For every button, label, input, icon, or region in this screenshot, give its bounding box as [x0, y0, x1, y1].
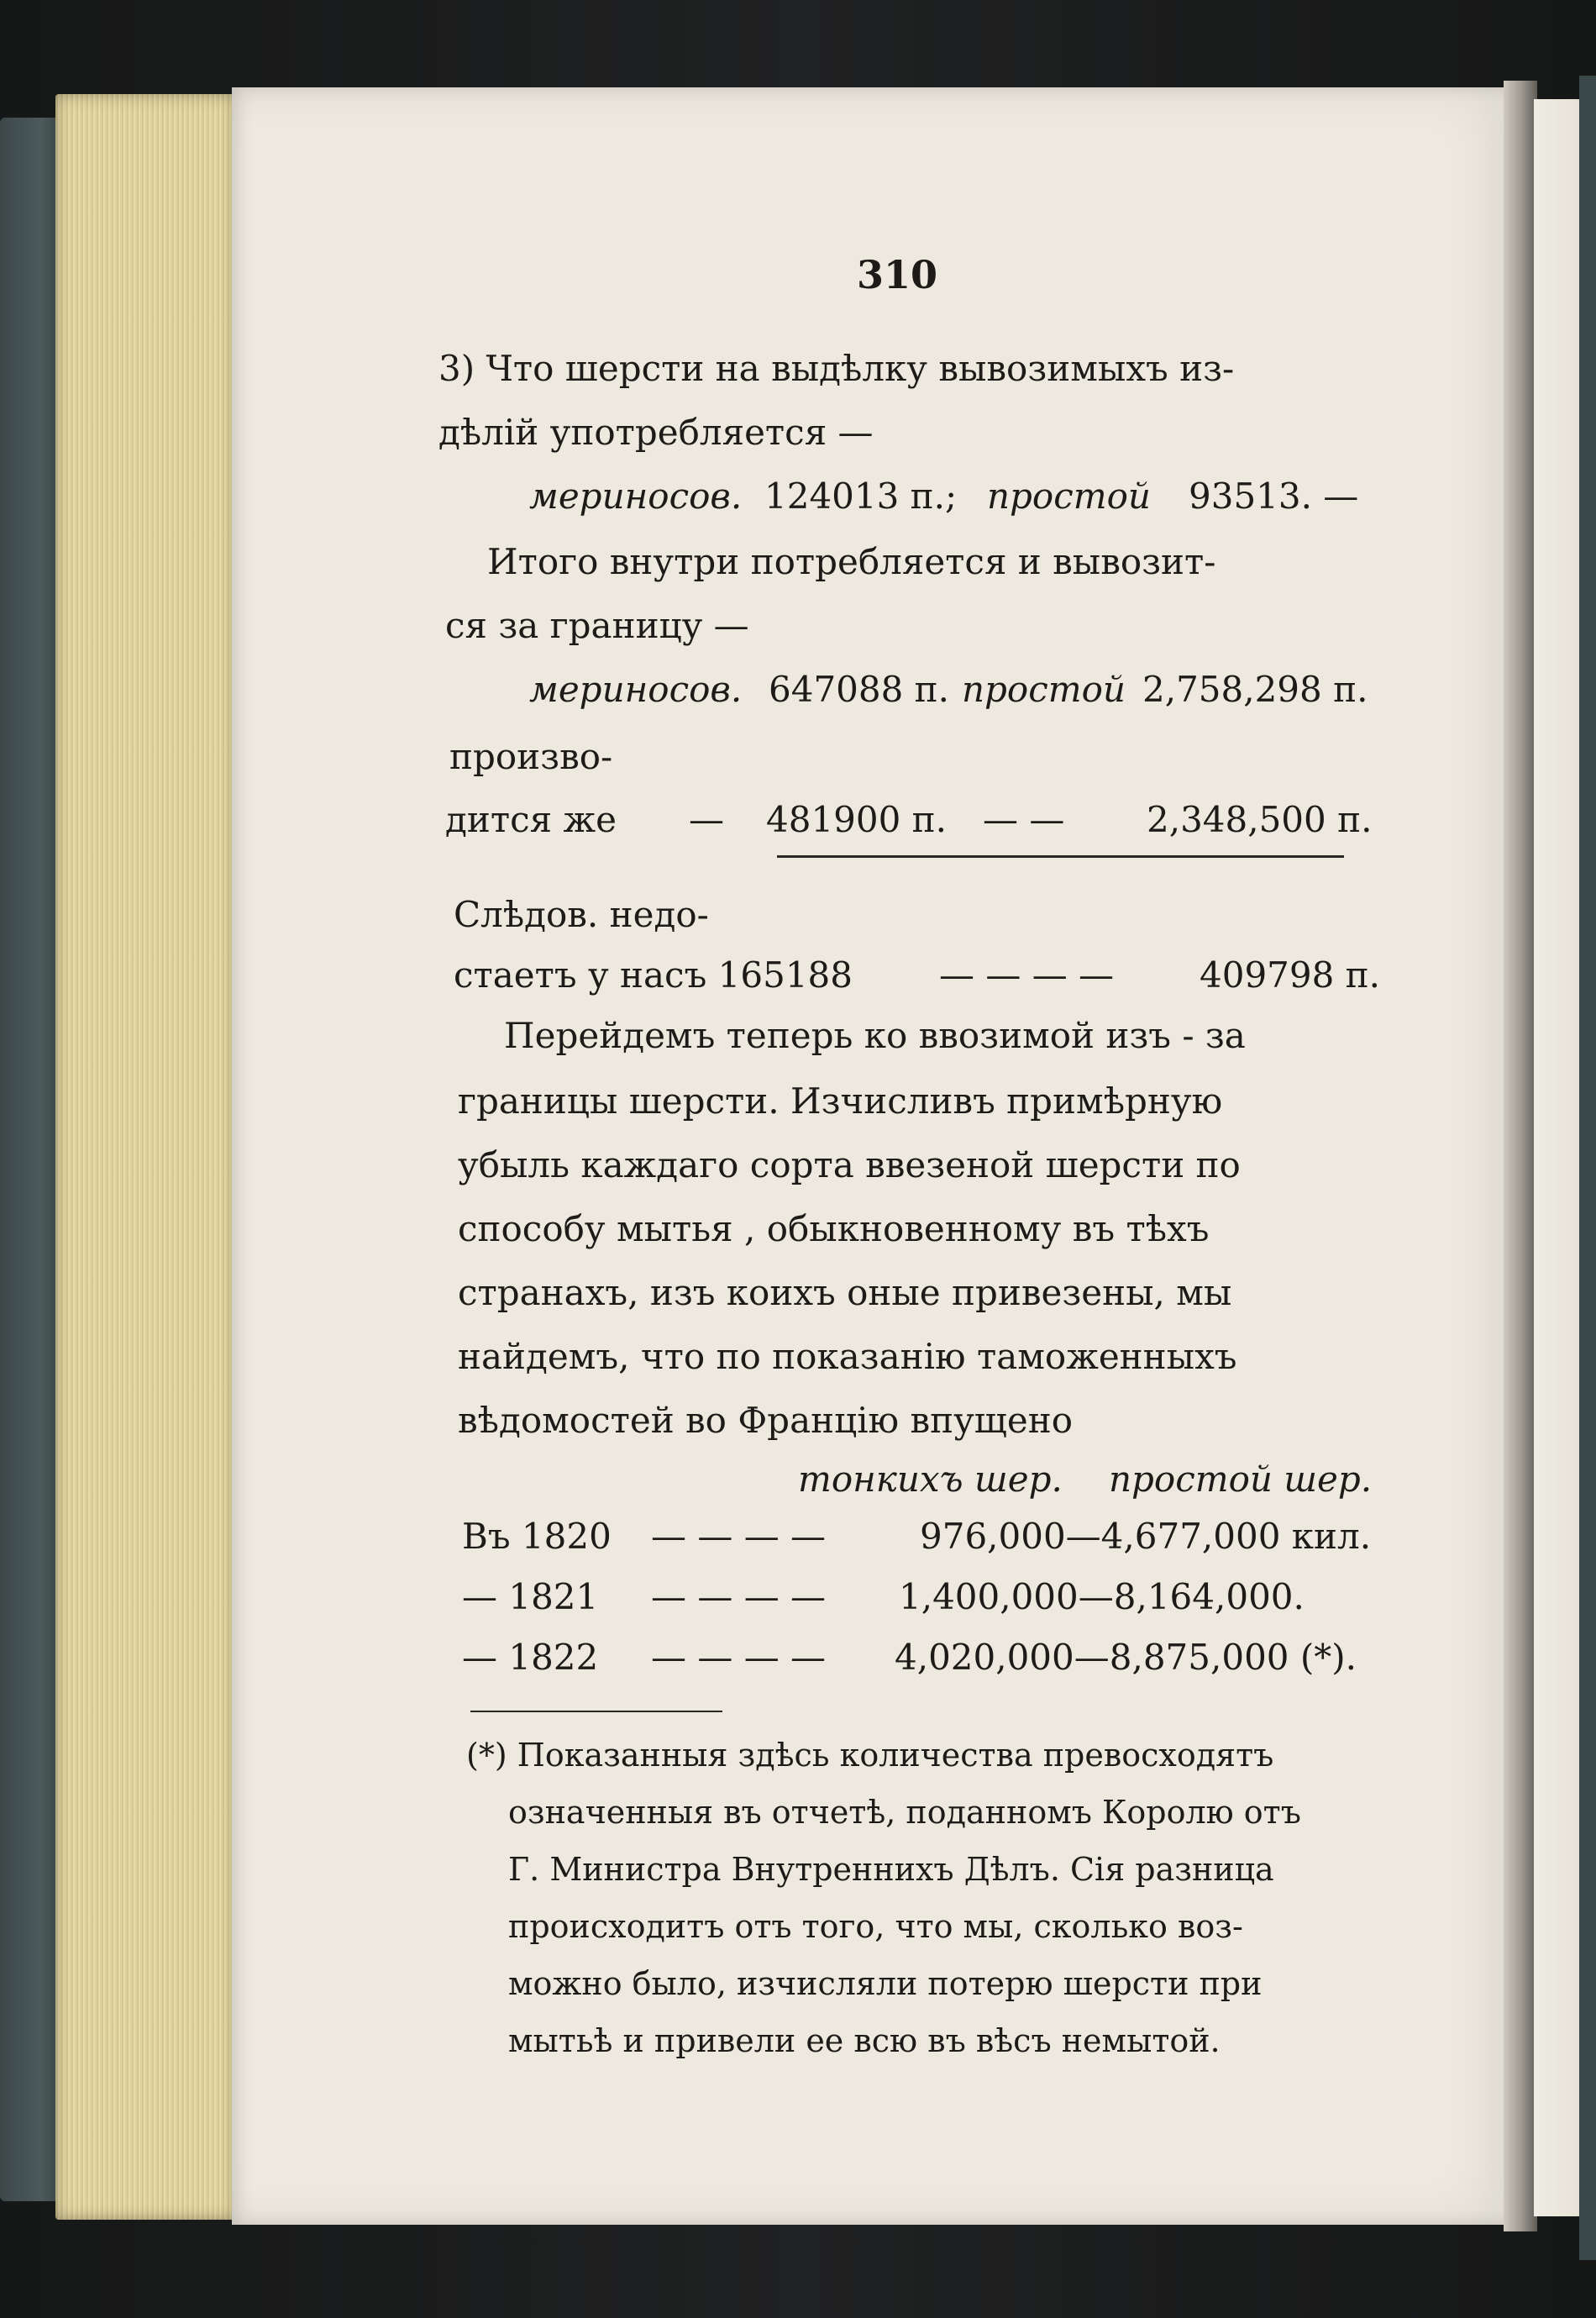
footnote-rule: [470, 1711, 722, 1712]
text-line: странахъ, изъ коихъ оные привезены, мы: [458, 1272, 1232, 1313]
footnote-line: (*) Показанныя здѣсь количества превосходятъ: [466, 1737, 1274, 1774]
text-line: способу мытья , обыкновенному въ тѣхъ: [458, 1208, 1210, 1249]
facing-page-edge: [1534, 99, 1584, 2216]
footnote-line: означенныя въ отчетѣ, поданномъ Королю отъ: [508, 1794, 1301, 1831]
table-row-values: 1,400,000—8,164,000.: [899, 1576, 1305, 1617]
footnote-line: мытьѣ и привели ее всю въ вѣсъ немытой.: [508, 2022, 1221, 2059]
text-line: Слѣдов. недо-: [454, 894, 709, 935]
book-gutter: [1504, 81, 1537, 2231]
text-line: Перейдемъ теперь ко ввозимой изъ - за: [504, 1015, 1246, 1056]
text-line: 3) Что шерсти на выдѣлку вывозимыхъ из-: [438, 348, 1235, 389]
text-line: простой: [962, 669, 1126, 710]
text-value: 647088 п.: [769, 669, 950, 710]
page-number: 310: [857, 252, 938, 297]
text-line: вѣдомостей во Францію впущено: [458, 1400, 1073, 1441]
sum-rule: [777, 855, 1344, 858]
text-line: простой: [987, 476, 1151, 517]
text-line: дится же: [445, 799, 617, 840]
text-line: убыль каждаго сорта ввезеной шерсти по: [458, 1144, 1241, 1185]
table-header-simple: простой шер.: [1109, 1459, 1373, 1500]
book-cover-right: [1579, 76, 1596, 2260]
table-row-dashes: — — — —: [651, 1637, 827, 1678]
text-line: — —: [983, 799, 1065, 840]
text-line: произво-: [449, 736, 613, 777]
page-edges: [55, 94, 235, 2220]
table-row-dashes: — — — —: [651, 1516, 827, 1557]
text-value: 481900 п.: [766, 799, 948, 840]
table-row-year: — 1821: [462, 1576, 599, 1617]
footnote-line: можно было, изчисляли потерю шерсти при: [508, 1965, 1263, 2002]
table-row-dashes: — — — —: [651, 1576, 827, 1617]
text-line: границы шерсти. Изчисливъ примѣрную: [458, 1080, 1223, 1122]
text-line: найдемъ, что по показанію таможенныхъ: [458, 1336, 1237, 1377]
text-line: мериносов.: [529, 476, 743, 517]
text-line: Итого внутри потребляется и вывозит-: [487, 541, 1216, 582]
table-row-year: Въ 1820: [462, 1516, 612, 1557]
text-line: дѣлій употребляется —: [438, 412, 874, 453]
table-row-year: — 1822: [462, 1637, 599, 1678]
text-line: ся за границу —: [445, 605, 749, 646]
text-value: 124013 п.;: [764, 476, 958, 517]
text-value: 93513. —: [1189, 476, 1359, 517]
table-header-fine: тонкихъ шер.: [798, 1459, 1063, 1500]
footnote-line: Г. Министра Внутреннихъ Дѣлъ. Сія разница: [508, 1851, 1274, 1888]
table-row-values: 4,020,000—8,875,000 (*).: [895, 1637, 1357, 1678]
text-value: 409798 п.: [1200, 954, 1381, 996]
table-row-values: 976,000—4,677,000 кил.: [920, 1516, 1372, 1557]
text-line: —: [689, 799, 724, 840]
footnote-line: происходитъ отъ того, что мы, сколько воз-: [508, 1908, 1243, 1945]
text-line: стаетъ у насъ 165188: [454, 954, 853, 996]
text-value: 2,758,298 п.: [1142, 669, 1368, 710]
text-value: 2,348,500 п.: [1147, 799, 1373, 840]
text-line: — — — —: [939, 954, 1115, 996]
text-line: мериносов.: [529, 669, 743, 710]
